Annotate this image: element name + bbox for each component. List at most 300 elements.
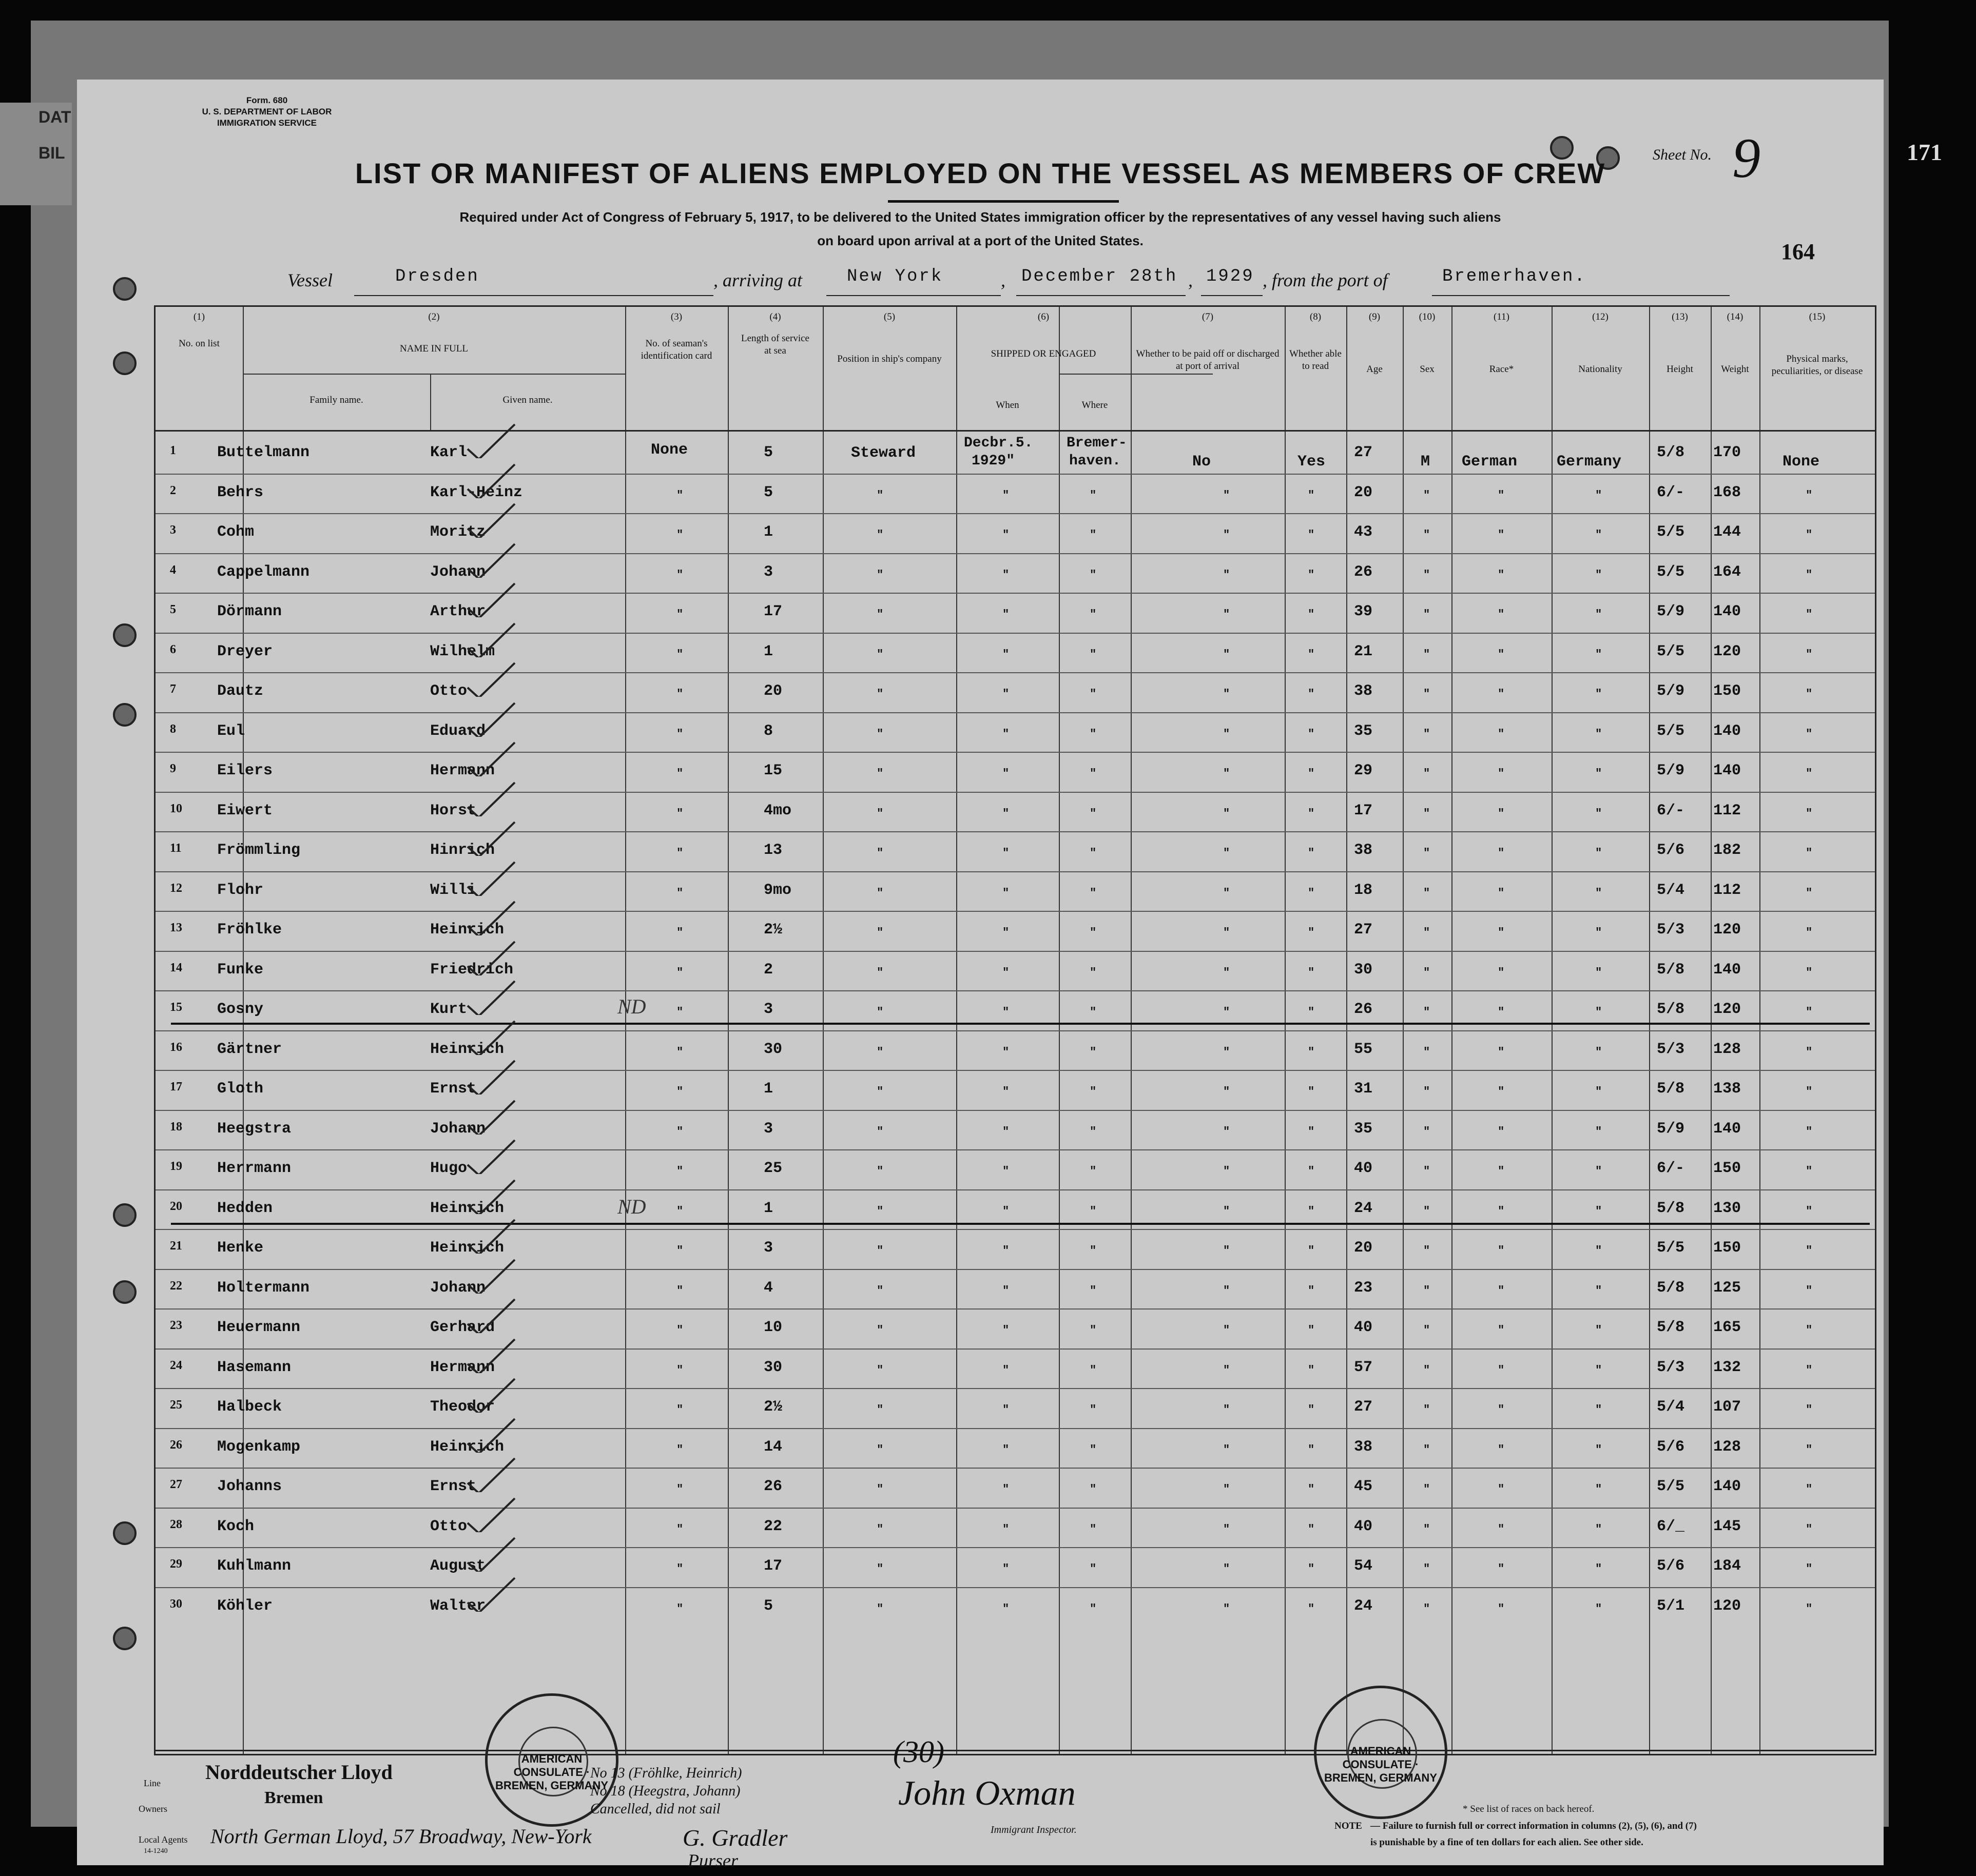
row-divider <box>156 672 1875 673</box>
ditto-mark: " <box>1423 1204 1430 1218</box>
ditto-mark: " <box>1308 1244 1315 1257</box>
ditto-mark: " <box>1223 608 1230 621</box>
height-value: 5/6 <box>1657 1557 1685 1575</box>
ditto-mark: " <box>1308 727 1315 740</box>
inspector-signature: John Oxman <box>898 1773 1076 1812</box>
header-when: When <box>996 400 1019 411</box>
ditto-mark: " <box>1595 1085 1602 1098</box>
ditto-mark: " <box>1002 1125 1010 1138</box>
ditto-mark: " <box>1423 1006 1430 1019</box>
weight-value: 140 <box>1713 722 1741 740</box>
ditto-mark: " <box>1423 1324 1430 1337</box>
height-value: 6/- <box>1657 483 1685 501</box>
family-name: Flohr <box>217 881 264 899</box>
service-length: 17 <box>764 1557 783 1575</box>
ditto-mark: " <box>1806 1125 1813 1138</box>
ditto-mark: " <box>676 1562 684 1575</box>
ditto-mark: " <box>1308 1403 1315 1416</box>
ditto-mark: " <box>877 608 884 621</box>
row-divider <box>156 553 1875 554</box>
age-value: 21 <box>1354 642 1373 660</box>
weight-value: 128 <box>1713 1438 1741 1456</box>
service-length: 4 <box>764 1279 773 1297</box>
ditto-mark: " <box>1002 1085 1010 1098</box>
ditto-mark: " <box>1423 886 1430 900</box>
age-value: 38 <box>1354 1438 1373 1456</box>
checkmark-icon <box>463 1496 520 1532</box>
age-value: 55 <box>1354 1040 1373 1058</box>
service-length: 17 <box>764 603 783 620</box>
ditto-mark: " <box>1498 1483 1505 1496</box>
height-value: 5/8 <box>1657 1199 1685 1217</box>
service-length: 2½ <box>764 1398 783 1416</box>
age-value: 57 <box>1354 1358 1373 1376</box>
ditto-mark: " <box>1090 1483 1097 1496</box>
age-value: 26 <box>1354 1001 1373 1018</box>
ditto-mark: " <box>1002 1522 1010 1536</box>
family-name: Johanns <box>217 1478 282 1495</box>
row-divider <box>156 1349 1875 1350</box>
row-divider <box>156 752 1875 753</box>
arriving-label: , arriving at <box>713 270 803 290</box>
weight-value: 140 <box>1713 961 1741 979</box>
family-name: Köhler <box>217 1597 273 1615</box>
ditto-mark: " <box>1498 767 1505 780</box>
ditto-mark: " <box>1595 1602 1602 1615</box>
age-value: 18 <box>1354 881 1373 899</box>
checkmark-icon <box>463 1258 520 1294</box>
service-length: 22 <box>764 1517 783 1535</box>
ditto-mark: " <box>1423 1165 1430 1178</box>
row-number: 21 <box>170 1239 182 1253</box>
family-name: Gärtner <box>217 1040 282 1058</box>
ditto-mark: " <box>1090 807 1097 820</box>
ditto-mark: " <box>1806 847 1813 859</box>
ditto-mark: " <box>1595 1324 1602 1337</box>
col-num: (8) <box>1309 311 1322 322</box>
ditto-mark: " <box>1806 688 1813 700</box>
col-num: (3) <box>670 311 683 322</box>
age-value: 29 <box>1354 762 1373 779</box>
header-read: Whether able to read <box>1289 348 1342 372</box>
ditto-mark: " <box>877 767 884 780</box>
ditto-mark: " <box>1090 1006 1097 1019</box>
family-name: Dreyer <box>217 642 273 660</box>
weight-value: 128 <box>1713 1040 1741 1058</box>
checkmark-icon <box>463 621 520 657</box>
ditto-mark: " <box>1223 648 1230 661</box>
agents-label: Local Agents <box>139 1834 188 1845</box>
row-number: 18 <box>170 1120 182 1134</box>
ditto-mark: " <box>877 1403 884 1416</box>
height-value: 6/- <box>1657 1160 1685 1177</box>
margin-note: ND <box>617 995 646 1018</box>
service-length: 4mo <box>764 802 792 819</box>
ditto-mark: " <box>1223 1125 1230 1138</box>
row-number: 29 <box>170 1557 182 1571</box>
ditto-mark: " <box>676 1244 684 1257</box>
row-divider <box>156 911 1875 912</box>
ditto-mark: " <box>1223 1165 1230 1178</box>
ditto-mark: " <box>676 1125 684 1138</box>
service-length: 5 <box>764 444 773 461</box>
row-number: 4 <box>170 563 176 577</box>
checkmark-icon <box>463 1218 520 1254</box>
id-card-value: None <box>651 441 688 459</box>
ditto-mark: " <box>1002 807 1010 820</box>
header-paid-off: Whether to be paid off or discharged at port of arrival <box>1136 348 1280 372</box>
ditto-mark: " <box>1002 1483 1010 1496</box>
title-rule <box>888 200 1119 203</box>
ditto-mark: " <box>1002 568 1010 581</box>
ditto-mark: " <box>1423 926 1430 939</box>
family-name: Eilers <box>217 762 273 779</box>
weight-value: 140 <box>1713 603 1741 620</box>
given-name: Kurt <box>430 1001 468 1018</box>
row-divider <box>156 871 1875 872</box>
ditto-mark: " <box>1595 966 1602 979</box>
height-value: 5/5 <box>1657 1478 1685 1495</box>
service-length: 1 <box>764 523 773 541</box>
ditto-mark: " <box>676 966 684 979</box>
ditto-mark: " <box>1090 1562 1097 1575</box>
family-name: Halbeck <box>217 1398 282 1416</box>
weight-value: 150 <box>1713 1160 1741 1177</box>
ditto-mark: " <box>676 767 684 780</box>
checkmark-icon <box>463 1456 520 1492</box>
ditto-mark: " <box>1498 847 1505 859</box>
weight-value: 144 <box>1713 523 1741 541</box>
ditto-mark: " <box>1806 1522 1813 1536</box>
row-divider <box>156 1269 1875 1270</box>
seal-text: AMERICAN CONSULATE · BREMEN, GERMANY <box>495 1752 608 1792</box>
header-height: Height <box>1667 364 1693 375</box>
ditto-mark: " <box>1090 767 1097 780</box>
col-num: (13) <box>1672 311 1688 322</box>
ditto-mark: " <box>877 886 884 900</box>
age-value: 27 <box>1354 444 1373 461</box>
ditto-mark: " <box>1223 1363 1230 1377</box>
ditto-mark: " <box>1223 727 1230 740</box>
ditto-mark: " <box>1308 648 1315 661</box>
weight-value: 107 <box>1713 1398 1741 1416</box>
ditto-mark: " <box>1223 886 1230 900</box>
col-num: (1) <box>193 311 205 322</box>
ditto-mark: " <box>1595 1443 1602 1456</box>
age-value: 35 <box>1354 1120 1373 1138</box>
checkmark-icon <box>463 1059 520 1095</box>
row-number: 5 <box>170 603 176 616</box>
ditto-mark: " <box>1595 529 1602 541</box>
ditto-mark: " <box>877 807 884 820</box>
vessel-name: Dresden <box>395 267 479 286</box>
row-divider <box>156 990 1875 991</box>
ditto-mark: " <box>1498 966 1505 979</box>
service-length: 30 <box>764 1358 783 1376</box>
family-name: Dautz <box>217 682 264 700</box>
checkmark-icon <box>463 940 520 975</box>
note-text: is punishable by a fine of ten dollars for each alien. See other side. <box>1370 1837 1643 1848</box>
ditto-mark: " <box>1223 529 1230 541</box>
note-label: NOTE <box>1334 1821 1362 1831</box>
height-value: 6/_ <box>1657 1517 1685 1535</box>
ditto-mark: " <box>1806 1085 1813 1098</box>
ditto-mark: " <box>1423 1045 1430 1059</box>
ditto-mark: " <box>877 488 884 502</box>
header-no-on-list: No. on list <box>179 338 220 349</box>
ditto-mark: " <box>1595 926 1602 939</box>
family-name: Holtermann <box>217 1279 310 1297</box>
department: U. S. DEPARTMENT OF LABOR <box>202 107 332 116</box>
ditto-mark: " <box>1223 1045 1230 1059</box>
ditto-mark: " <box>1090 1443 1097 1456</box>
ditto-mark: " <box>1090 966 1097 979</box>
ditto-mark: " <box>1090 688 1097 700</box>
ditto-mark: " <box>676 1403 684 1416</box>
ditto-mark: " <box>1498 1562 1505 1575</box>
given-name: Hugo <box>430 1160 468 1177</box>
ditto-mark: " <box>877 688 884 700</box>
position-value: Steward <box>851 444 916 462</box>
ditto-mark: " <box>1308 1006 1315 1019</box>
arrival-port: New York <box>847 267 943 286</box>
checkmark-icon <box>463 1138 520 1174</box>
ditto-mark: " <box>1308 966 1315 979</box>
checkmark-icon <box>463 1377 520 1413</box>
service-length: 1 <box>764 642 773 660</box>
height-value: 5/8 <box>1657 961 1685 979</box>
ditto-mark: " <box>1595 1125 1602 1138</box>
ditto-mark: " <box>1595 807 1602 820</box>
ditto-mark: " <box>877 1324 884 1337</box>
ditto-mark: " <box>877 847 884 859</box>
margin-number: 171 <box>1907 139 1942 165</box>
ditto-mark: " <box>1090 1284 1097 1297</box>
owners-label: Owners <box>139 1804 167 1814</box>
ditto-mark: " <box>1423 1522 1430 1536</box>
ditto-mark: " <box>1595 1483 1602 1496</box>
consulate-seal <box>1314 1686 1447 1819</box>
vessel-label: Vessel <box>287 270 333 290</box>
ditto-mark: " <box>1223 1006 1230 1019</box>
col-num: (2) <box>428 311 440 322</box>
ditto-mark: " <box>1223 1204 1230 1218</box>
ditto-mark: " <box>1308 767 1315 780</box>
weight-value: 112 <box>1713 881 1741 899</box>
age-value: 24 <box>1354 1597 1373 1615</box>
given-name: Wilhelm <box>430 642 495 660</box>
ditto-mark: " <box>1308 1363 1315 1377</box>
row-number: 26 <box>170 1438 182 1452</box>
ditto-mark: " <box>1595 727 1602 740</box>
given-name: Hermann <box>430 762 495 779</box>
row-divider <box>156 1070 1875 1071</box>
ditto-mark: " <box>1308 1085 1315 1098</box>
punch-hole <box>113 703 137 727</box>
ditto-mark: " <box>1002 1244 1010 1257</box>
date-sep: , <box>1001 270 1005 290</box>
cancel-note: No 18 (Heegstra, Johann) <box>590 1783 741 1799</box>
service-length: 5 <box>764 483 773 501</box>
punch-hole <box>113 1627 137 1650</box>
given-name: Moritz <box>430 523 486 541</box>
height-value: 5/6 <box>1657 842 1685 859</box>
row-divider <box>156 792 1875 793</box>
col-num: (11) <box>1494 311 1509 322</box>
row-divider <box>156 712 1875 713</box>
age-value: 54 <box>1354 1557 1373 1575</box>
family-name: Hasemann <box>217 1358 292 1376</box>
ditto-mark: " <box>1498 1006 1505 1019</box>
ditto-mark: " <box>1308 1165 1315 1178</box>
age-value: 24 <box>1354 1199 1373 1217</box>
weight-value: 150 <box>1713 1239 1741 1257</box>
ditto-mark: " <box>1090 1363 1097 1377</box>
ditto-mark: " <box>877 568 884 581</box>
row-divider <box>156 593 1875 594</box>
row-divider <box>156 1149 1875 1150</box>
height-value: 5/8 <box>1657 1279 1685 1297</box>
read-value: Yes <box>1297 453 1326 471</box>
family-name: Kuhlmann <box>217 1557 292 1575</box>
ditto-mark: " <box>1223 1284 1230 1297</box>
ditto-mark: " <box>676 608 684 621</box>
ditto-mark: " <box>1806 529 1813 541</box>
nationality-value: Germany <box>1557 453 1622 471</box>
ditto-mark: " <box>1308 688 1315 700</box>
weight-value: 140 <box>1713 762 1741 779</box>
left-margin-strip <box>0 103 72 205</box>
ditto-mark: " <box>1090 926 1097 939</box>
family-name: Koch <box>217 1517 255 1535</box>
age-value: 27 <box>1354 921 1373 939</box>
ditto-mark: " <box>877 1363 884 1377</box>
ditto-mark: " <box>1806 926 1813 939</box>
ditto-mark: " <box>1423 727 1430 740</box>
row-number: 17 <box>170 1080 182 1093</box>
height-value: 5/8 <box>1657 1319 1685 1336</box>
row-number: 20 <box>170 1199 182 1213</box>
ditto-mark: " <box>1223 807 1230 820</box>
row-number: 6 <box>170 642 176 656</box>
ditto-mark: " <box>1806 1045 1813 1059</box>
ditto-mark: " <box>1223 1522 1230 1536</box>
ditto-mark: " <box>676 1085 684 1098</box>
ditto-mark: " <box>1498 529 1505 541</box>
ditto-mark: " <box>1308 1204 1315 1218</box>
ditto-mark: " <box>1806 568 1813 581</box>
ditto-mark: " <box>1595 688 1602 700</box>
when-value: 1929" <box>972 453 1015 469</box>
weight-value: 170 <box>1713 444 1741 461</box>
ditto-mark: " <box>1806 488 1813 502</box>
subtitle <box>77 205 1884 252</box>
weight-value: 164 <box>1713 563 1741 581</box>
ditto-mark: " <box>1090 1045 1097 1059</box>
ditto-mark: " <box>1308 1483 1315 1496</box>
height-value: 5/8 <box>1657 1001 1685 1018</box>
ditto-mark: " <box>676 727 684 740</box>
row-number: 11 <box>170 842 182 855</box>
service-length: 3 <box>764 1001 773 1018</box>
crew-table <box>154 305 1876 1755</box>
ditto-mark: " <box>1308 1125 1315 1138</box>
row-divider <box>156 1587 1875 1588</box>
age-value: 40 <box>1354 1160 1373 1177</box>
checkmark-icon <box>463 1178 520 1214</box>
ditto-mark: " <box>1498 1125 1505 1138</box>
ditto-mark: " <box>1595 648 1602 661</box>
given-name: Eduard <box>430 722 486 740</box>
ditto-mark: " <box>1806 648 1813 661</box>
ditto-mark: " <box>1595 1006 1602 1019</box>
ditto-mark: " <box>877 926 884 939</box>
ditto-mark: " <box>1308 926 1315 939</box>
ditto-mark: " <box>1498 1045 1505 1059</box>
ditto-mark: " <box>877 1244 884 1257</box>
ditto-mark: " <box>676 1324 684 1337</box>
ditto-mark: " <box>877 1165 884 1178</box>
ditto-mark: " <box>1806 1165 1813 1178</box>
ditto-mark: " <box>676 1443 684 1456</box>
form-header <box>139 95 395 129</box>
ditto-mark: " <box>1308 1562 1315 1575</box>
given-name: Willi <box>430 881 477 899</box>
cancel-note: Cancelled, did not sail <box>590 1801 721 1817</box>
col-num: (4) <box>769 311 781 322</box>
subtitle-line: Required under Act of Congress of February 5, 1917, to be delivered to the United States immigration officer by the representatives of any vessel having such aliens <box>459 209 1501 225</box>
weight-value: 132 <box>1713 1358 1741 1376</box>
height-value: 5/5 <box>1657 523 1685 541</box>
ditto-mark: " <box>1595 1204 1602 1218</box>
family-name: Funke <box>217 961 264 979</box>
ditto-mark: " <box>1002 926 1010 939</box>
ditto-mark: " <box>1595 1363 1602 1377</box>
family-name: Eiwert <box>217 802 273 819</box>
punch-hole <box>113 351 137 375</box>
header-sex: Sex <box>1420 364 1435 375</box>
ditto-mark: " <box>1090 1244 1097 1257</box>
header-shipped: SHIPPED OR ENGAGED <box>991 348 1096 359</box>
given-name: Ernst <box>430 1478 477 1495</box>
ditto-mark: " <box>1498 1443 1505 1456</box>
row-divider <box>156 1547 1875 1548</box>
age-value: 40 <box>1354 1319 1373 1336</box>
ditto-mark: " <box>1806 1602 1813 1615</box>
age-value: 30 <box>1354 961 1373 979</box>
ditto-mark: " <box>1308 1284 1315 1297</box>
ditto-mark: " <box>877 727 884 740</box>
given-name: Ernst <box>430 1080 477 1098</box>
weight-value: 140 <box>1713 1478 1741 1495</box>
age-value: 27 <box>1354 1398 1373 1416</box>
ditto-mark: " <box>1002 847 1010 859</box>
ditto-mark: " <box>1002 966 1010 979</box>
ditto-mark: " <box>1090 727 1097 740</box>
family-name: Henke <box>217 1239 264 1257</box>
ditto-mark: " <box>1002 529 1010 541</box>
ditto-mark: " <box>676 488 684 502</box>
row-number: 22 <box>170 1279 182 1293</box>
ditto-mark: " <box>676 1165 684 1178</box>
ditto-mark: " <box>1223 568 1230 581</box>
ditto-mark: " <box>1498 688 1505 700</box>
row-number: 15 <box>170 1001 182 1014</box>
given-name: Karl-Heinz <box>430 483 523 501</box>
height-value: 6/- <box>1657 802 1685 819</box>
checkmark-icon <box>463 422 520 458</box>
owners-value: Bremen <box>264 1788 323 1807</box>
